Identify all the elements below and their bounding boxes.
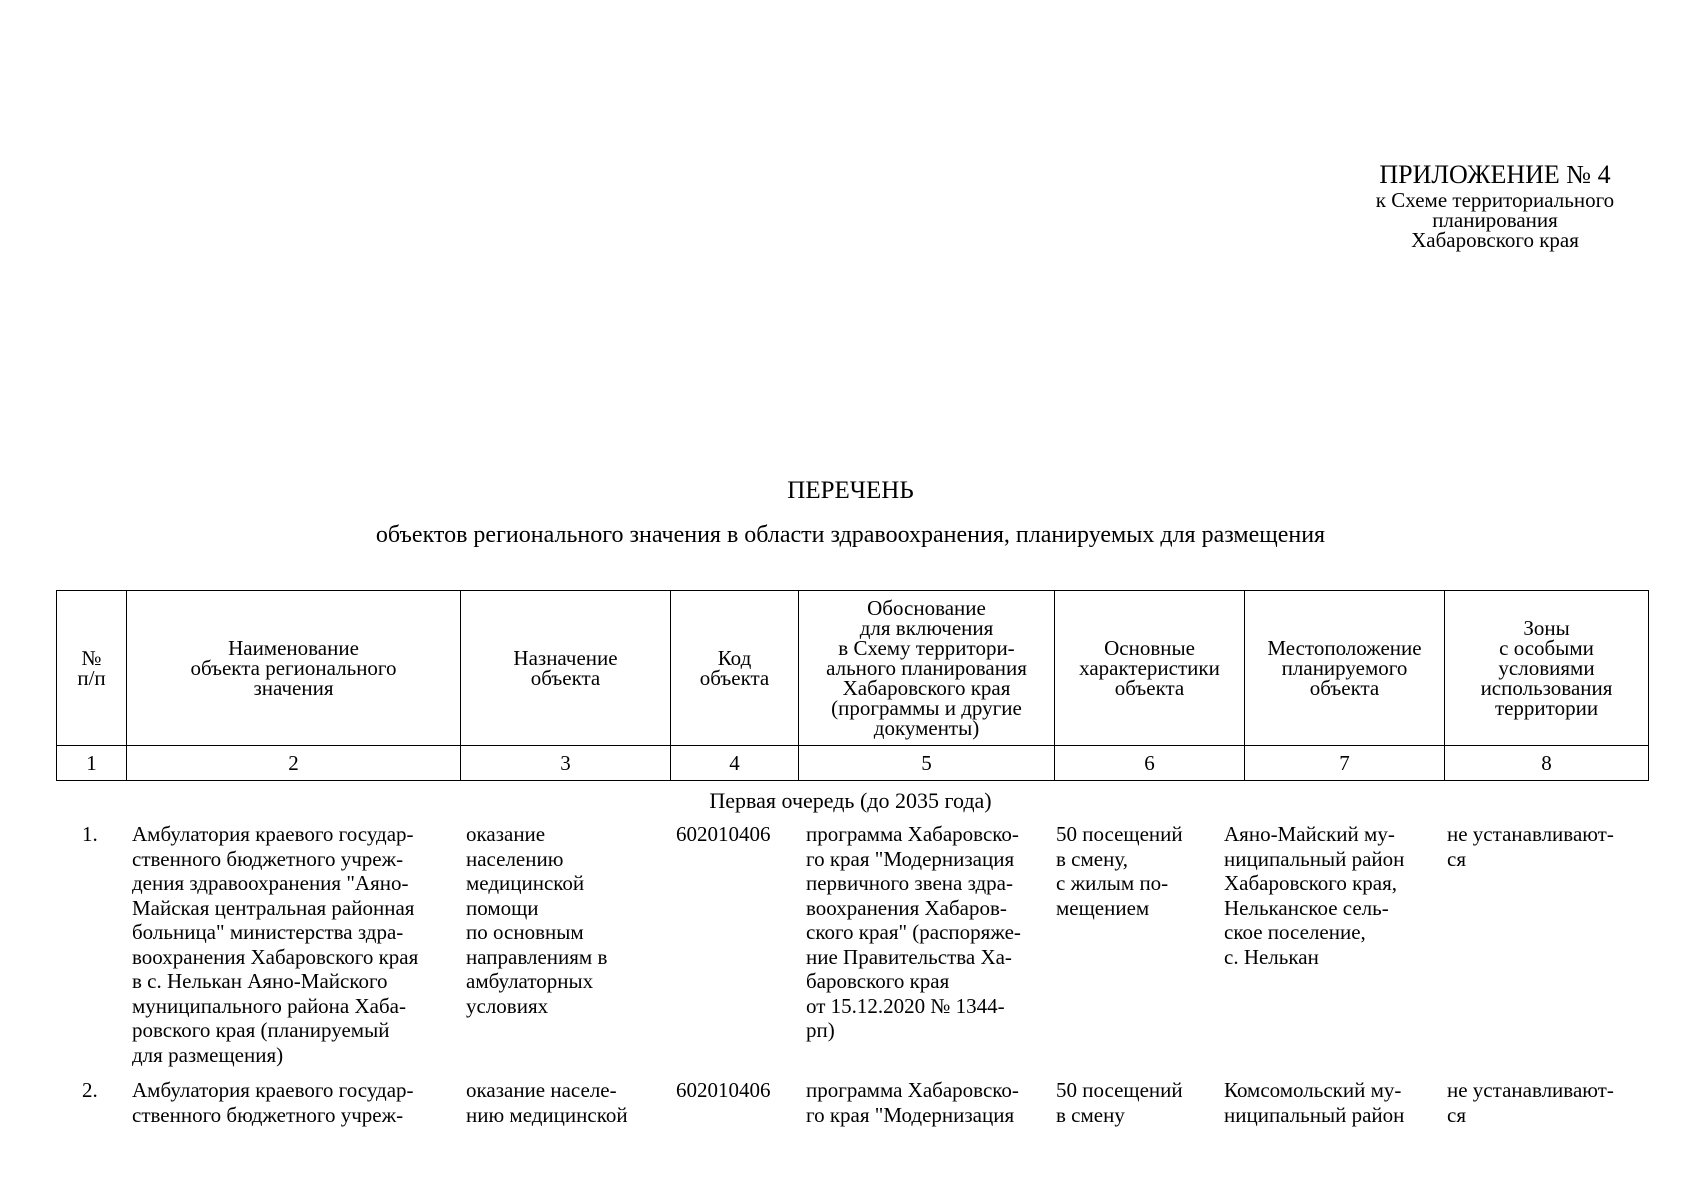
header-col-number: № п/п (57, 591, 127, 746)
row-location: Аяно-Майский му- ниципальный район Хабаровского края, Нельканское сель- ское поселение, с. Нелькан (1224, 822, 1405, 969)
header-col-location: Местоположение планируемого объекта (1245, 591, 1445, 746)
row-number: 2. (82, 1078, 98, 1102)
header-col-zones: Зоны с особыми условиями использования территории (1445, 591, 1649, 746)
column-number-2: 2 (127, 746, 461, 781)
annex-line-1: к Схеме территориального (1375, 188, 1615, 212)
row-code: 602010406 (676, 1078, 771, 1102)
column-number-4: 4 (671, 746, 799, 781)
annex-line-2: планирования (1432, 208, 1558, 232)
column-number-7: 7 (1245, 746, 1445, 781)
row-characteristics: 50 посещений в смену, с жилым по- мещением (1056, 822, 1183, 920)
objects-table-header (56, 590, 1649, 781)
header-col-code: Код объекта (671, 591, 799, 746)
header-col-characteristics: Основные характеристики объекта (1055, 591, 1245, 746)
annex-line-3: Хабаровского края (1411, 228, 1579, 252)
header-col-name: Наименование объекта регионального значения (127, 591, 461, 746)
row-location: Комсомольский му- ниципальный район (1224, 1078, 1405, 1127)
annex-block (1330, 160, 1660, 250)
document-title: ПЕРЕЧЕНЬ (787, 477, 914, 504)
row-basis: программа Хабаровско- го края "Модернизация первичного звена здра- воохранения Хабаров- ского края" (распоряже- ние Правительства Ха- баровского края от 15.12.2020 № 1344- рп) (806, 822, 1021, 1042)
column-number-6: 6 (1055, 746, 1245, 781)
row-purpose: оказание населе- нию медицинской (466, 1078, 628, 1127)
column-number-5: 5 (799, 746, 1055, 781)
row-object-name: Амбулатория краевого государ- ственного бюджетного учреж- (132, 1078, 414, 1127)
row-characteristics: 50 посещений в смену (1056, 1078, 1183, 1127)
row-zones: не устанавливают- ся (1447, 1078, 1614, 1127)
row-object-name: Амбулатория краевого государ- ственного бюджетного учреж- дения здравоохранения "Аяно- Майская центральная районная больница" министерства здра- воохранения Хабаровского края в с. Нелькан Аяно-Майского муниципального района Хаба- ровского края (планируемый для размещения) (132, 822, 419, 1067)
header-col-purpose: Назначение объекта (461, 591, 671, 746)
row-basis: программа Хабаровско- го края "Модернизация (806, 1078, 1019, 1127)
column-number-3: 3 (461, 746, 671, 781)
row-code: 602010406 (676, 822, 771, 846)
row-number: 1. (82, 822, 98, 846)
row-zones: не устанавливают- ся (1447, 822, 1614, 871)
column-number-8: 8 (1445, 746, 1649, 781)
section-first-stage: Первая очередь (до 2035 года) (709, 788, 992, 813)
document-heading (0, 476, 1701, 550)
annex-title: ПРИЛОЖЕНИЕ № 4 (1379, 160, 1611, 189)
header-col-basis: Обоснование для включения в Схему территори- ального планирования Хабаровского края (программы и другие документы) (799, 591, 1055, 746)
document-subtitle: объектов регионального значения в области здравоохранения, планируемых для размещения (375, 522, 1326, 548)
column-number-1: 1 (57, 746, 127, 781)
row-purpose: оказание населению медицинской помощи по основным направлениям в амбулаторных условиях (466, 822, 608, 1018)
